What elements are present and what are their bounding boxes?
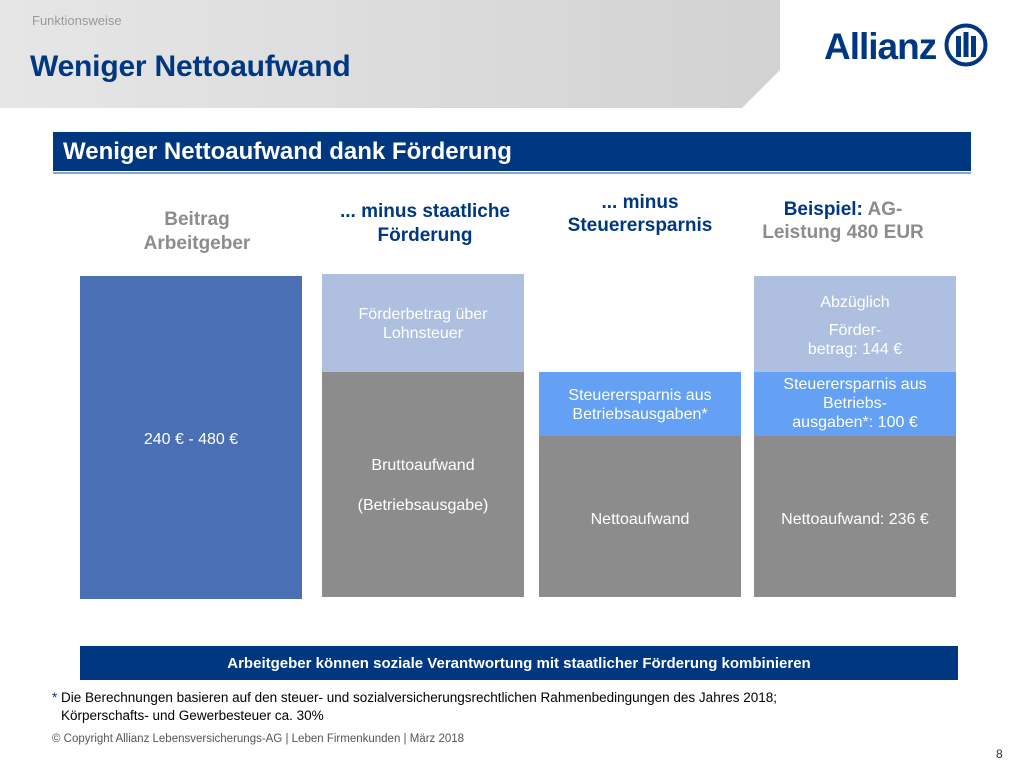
- footnote-line: [52, 689, 777, 707]
- gross-expense-block: [322, 372, 524, 597]
- column-heading-line: Leistung 480 EUR: [762, 222, 924, 243]
- block-label: Lohnsteuer: [382, 325, 464, 342]
- tax-saving-block: [539, 372, 741, 436]
- column-heading-line: Steuerersparnis: [567, 215, 713, 236]
- column-heading-3: [537, 191, 743, 237]
- section-title-bar: [53, 132, 971, 171]
- column-heading-1: [92, 208, 302, 255]
- column-heading-line: [740, 198, 946, 221]
- section-kicker: Funktionsweise: [32, 13, 122, 28]
- block-label: 240 € - 480 €: [143, 431, 239, 448]
- logo-wordmark: Allianz: [824, 26, 937, 67]
- example-tax-saving-block: [754, 372, 956, 436]
- conclusion-text: Arbeitgeber können soziale Verantwortung mit staatlicher Förderung kombinieren: [227, 654, 811, 672]
- block-label: Steuerersparnis aus: [568, 387, 712, 404]
- copyright: © Copyright Allianz Lebensversicherungs-AG | Leben Firmenkunden | März 2018: [52, 733, 465, 745]
- block-label: Steuerersparnis aus: [783, 376, 927, 393]
- block-label: Nettoaufwand: 236 €: [781, 511, 929, 528]
- block-label: Nettoaufwand: [590, 511, 690, 528]
- column-heading-line: Beitrag: [164, 209, 230, 230]
- heading-rest: AG-: [862, 199, 903, 220]
- column-heading-4: [740, 198, 946, 244]
- allianz-logo: [824, 24, 988, 70]
- conclusion-bar: [80, 646, 958, 680]
- block-label: ausgaben*: 100 €: [792, 414, 918, 431]
- block-label: Betriebsausgaben*: [572, 406, 708, 423]
- block-label: Abzüglich: [820, 294, 890, 311]
- heading-prefix: Beispiel:: [783, 199, 863, 220]
- column-heading-line: Arbeitgeber: [143, 233, 251, 254]
- subsidy-block: [322, 274, 524, 372]
- footnote-marker: *: [52, 690, 58, 705]
- allianz-eagle-icon: [944, 23, 988, 72]
- footnote-line: Körperschafts- und Gewerbesteuer ca. 30%: [61, 708, 324, 723]
- footnote: [52, 689, 777, 725]
- section-title: Weniger Nettoaufwand dank Förderung: [63, 137, 512, 165]
- block-label: Betriebs-: [822, 395, 888, 412]
- block-label: Förder-: [828, 322, 882, 339]
- block-label: Bruttoaufwand: [371, 457, 475, 474]
- block-label: Förderbetrag über: [358, 306, 488, 323]
- page-title: Weniger Nettoaufwand: [30, 50, 351, 83]
- block-label: betrag: 144 €: [807, 341, 903, 358]
- column-heading-2: [322, 200, 528, 247]
- column-heading-line: Förderung: [377, 225, 473, 246]
- column-heading-line: ... minus staatliche: [340, 201, 510, 222]
- employer-contribution-block: [80, 276, 302, 599]
- net-expense-block: [539, 436, 741, 597]
- example-net-expense-block: [754, 436, 956, 597]
- column-heading-line: ... minus: [601, 192, 679, 213]
- block-label: (Betriebsausgabe): [357, 497, 489, 514]
- example-subsidy-block: [754, 276, 956, 372]
- footnote-text: Die Berechnungen basieren auf den steuer- und sozialversicherungsrechtlichen Rahmenbedingungen des Jahres 2018;: [57, 690, 777, 705]
- page-number: 8: [996, 747, 1003, 761]
